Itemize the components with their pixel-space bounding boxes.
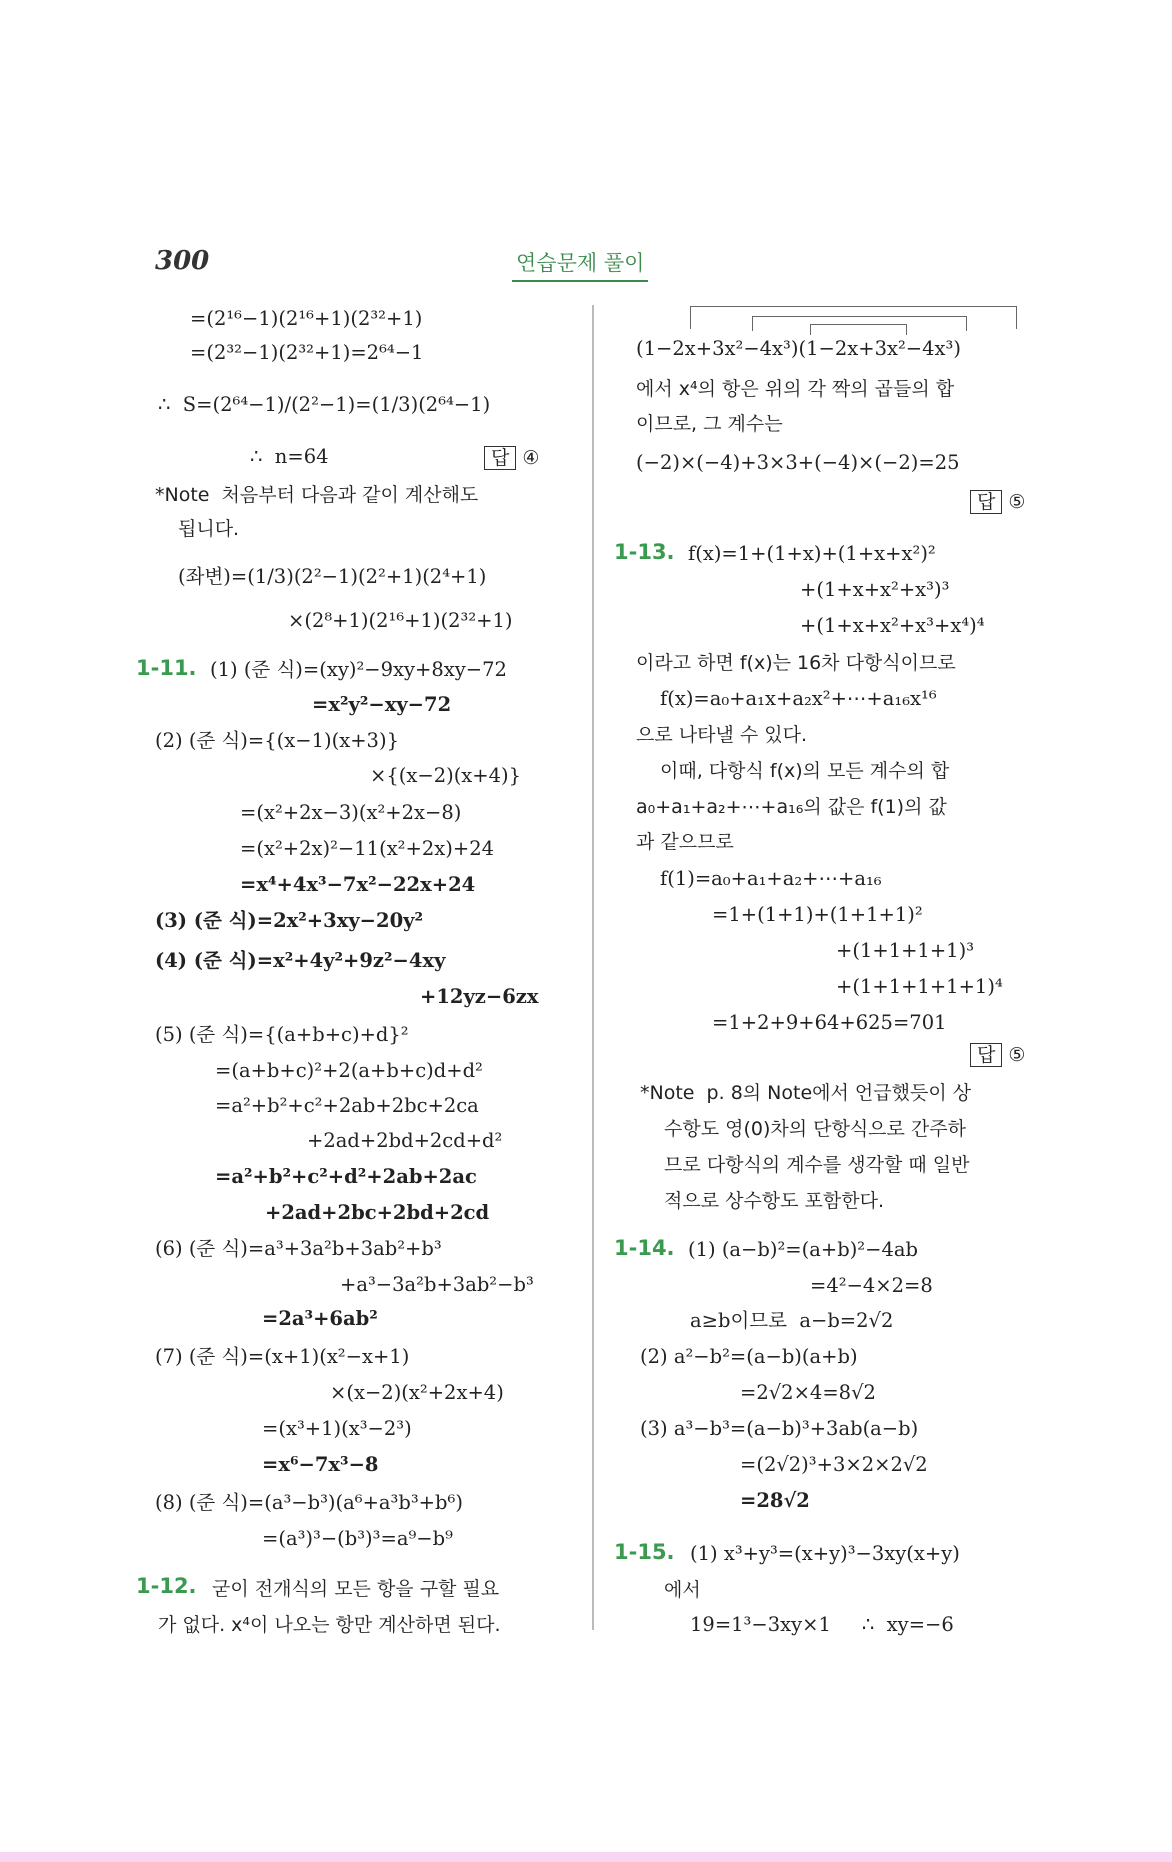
answer-value: ⑤ — [1008, 491, 1026, 513]
problem-number: 1-15. — [614, 1540, 675, 1564]
page-bottom-band — [0, 1852, 1172, 1862]
equation-line: =a²+b²+c²+d²+2ab+2ac — [215, 1165, 477, 1188]
equation-line: (3) (준 식)=2x²+3xy−20y² — [155, 909, 424, 932]
equation-line: (5) (준 식)={(a+b+c)+d}² — [155, 1023, 409, 1046]
equation-line: =(x²+2x−3)(x²+2x−8) — [240, 801, 462, 824]
equation-line: +12yz−6zx — [420, 985, 539, 1008]
equation-line: =(2√2)³+3×2×2√2 — [740, 1453, 928, 1476]
answer-marker — [484, 443, 539, 470]
equation-line: =1+2+9+64+625=701 — [712, 1011, 947, 1034]
note-text: 적으로 상수항도 포함한다. — [664, 1190, 885, 1212]
solution-text: 이라고 하면 f(x)는 16차 다항식이므로 — [636, 652, 956, 674]
equation-line: (2) a²−b²=(a−b)(a+b) — [640, 1345, 858, 1368]
equation-line: =x⁴+4x³−7x²−22x+24 — [240, 873, 476, 896]
equation-line: =(x²+2x)²−11(x²+2x)+24 — [240, 837, 495, 860]
equation-line: 19=1³−3xy×1 ∴ xy=−6 — [690, 1613, 954, 1636]
equation-line: ×(x−2)(x²+2x+4) — [330, 1381, 504, 1404]
page-number: 300 — [155, 246, 210, 276]
equation-line: =(2¹⁶−1)(2¹⁶+1)(2³²+1) — [190, 307, 423, 330]
solution-text: 이때, 다항식 f(x)의 모든 계수의 합 — [660, 760, 950, 782]
solution-text: 과 같으므로 — [636, 831, 734, 853]
solution-text: 으로 나타낼 수 있다. — [636, 724, 807, 746]
answer-value: ⑤ — [1008, 1044, 1026, 1066]
equation-line: ∴ n=64 — [250, 445, 329, 468]
note-text: 됩니다. — [178, 518, 240, 540]
equation-line: (1−2x+3x²−4x³)(1−2x+3x²−4x³) — [636, 337, 961, 360]
equation-line: (4) (준 식)=x²+4y²+9z²−4xy — [155, 949, 446, 972]
equation-line: ×{(x−2)(x+4)} — [370, 764, 522, 787]
answer-value: ④ — [522, 447, 540, 469]
solution-text: 이므로, 그 계수는 — [636, 413, 783, 435]
equation-line: +(1+1+1+1+1)⁴ — [836, 975, 1003, 998]
note-text: *Note p. 8의 Note에서 언급했듯이 상 — [640, 1082, 972, 1104]
equation-line: =4²−4×2=8 — [810, 1274, 933, 1297]
note-text: 므로 다항식의 계수를 생각할 때 일반 — [664, 1154, 970, 1176]
equation-line: (−2)×(−4)+3×3+(−4)×(−2)=25 — [636, 451, 960, 474]
equation-line: (7) (준 식)=(x+1)(x²−x+1) — [155, 1345, 410, 1368]
equation-line: (3) a³−b³=(a−b)³+3ab(a−b) — [640, 1417, 919, 1440]
equation-line: =(2³²−1)(2³²+1)=2⁶⁴−1 — [190, 341, 424, 364]
equation-line: f(x)=1+(1+x)+(1+x+x²)² — [688, 542, 936, 565]
equation-line: +(1+x+x²+x³)³ — [800, 578, 950, 601]
equation-line: ×(2⁸+1)(2¹⁶+1)(2³²+1) — [288, 609, 513, 632]
note-text: 수항도 영(0)차의 단항식으로 간주하 — [664, 1118, 966, 1140]
equation-line: =(x³+1)(x³−2³) — [262, 1417, 412, 1440]
solution-text: 에서 x⁴의 항은 위의 각 짝의 곱들의 합 — [636, 378, 955, 400]
problem-number: 1-13. — [614, 540, 675, 564]
answer-marker — [970, 1040, 1025, 1067]
equation-line: (1) (준 식)=(xy)²−9xy+8xy−72 — [210, 658, 507, 681]
solution-text: 가 없다. x⁴이 나오는 항만 계산하면 된다. — [158, 1614, 501, 1636]
equation-line: (1) (a−b)²=(a+b)²−4ab — [688, 1238, 918, 1261]
equation-line: +a³−3a²b+3ab²−b³ — [340, 1273, 534, 1296]
answer-box: 답 — [484, 446, 516, 470]
problem-number: 1-11. — [136, 656, 197, 680]
equation-line: +(1+x+x²+x³+x⁴)⁴ — [800, 614, 985, 637]
answer-box: 답 — [970, 1043, 1002, 1067]
problem-number: 1-12. — [136, 1574, 197, 1598]
running-title: 연습문제 풀이 — [512, 247, 648, 282]
equation-line: =1+(1+1)+(1+1+1)² — [712, 903, 923, 926]
solution-text: 굳이 전개식의 모든 항을 구할 필요 — [212, 1578, 500, 1600]
equation-line: (좌변)=(1/3)(2²−1)(2²+1)(2⁴+1) — [178, 565, 487, 588]
equation-line: +2ad+2bd+2cd+d² — [307, 1129, 503, 1152]
problem-number: 1-14. — [614, 1236, 675, 1260]
equation-line: =(a+b+c)²+2(a+b+c)d+d² — [215, 1059, 483, 1082]
equation-line: =2√2×4=8√2 — [740, 1381, 876, 1404]
equation-line: =28√2 — [740, 1489, 810, 1512]
equation-line: =(a³)³−(b³)³=a⁹−b⁹ — [262, 1527, 453, 1550]
pairing-bracket — [810, 324, 907, 335]
equation-line: =x⁶−7x³−8 — [262, 1453, 379, 1476]
equation-line: a≥b이므로 a−b=2√2 — [690, 1309, 894, 1332]
equation-line: f(x)=a₀+a₁x+a₂x²+⋯+a₁₆x¹⁶ — [660, 687, 937, 710]
equation-line: (6) (준 식)=a³+3a²b+3ab²+b³ — [155, 1237, 442, 1260]
answer-marker — [970, 487, 1025, 514]
answer-box: 답 — [970, 490, 1002, 514]
equation-line: (1) x³+y³=(x+y)³−3xy(x+y) — [690, 1542, 960, 1565]
equation-line: ∴ S=(2⁶⁴−1)/(2²−1)=(1/3)(2⁶⁴−1) — [158, 393, 491, 416]
equation-line: (8) (준 식)=(a³−b³)(a⁶+a³b³+b⁶) — [155, 1491, 463, 1514]
equation-line: =2a³+6ab² — [262, 1307, 378, 1330]
solution-text: 에서 — [664, 1579, 701, 1601]
equation-line: +2ad+2bc+2bd+2cd — [265, 1201, 490, 1224]
equation-line: f(1)=a₀+a₁+a₂+⋯+a₁₆ — [660, 867, 882, 890]
note-text: *Note 처음부터 다음과 같이 계산해도 — [155, 484, 479, 506]
equation-line: (2) (준 식)={(x−1)(x+3)} — [155, 729, 399, 752]
equation-line: +(1+1+1+1)³ — [836, 939, 975, 962]
equation-line: =a²+b²+c²+2ab+2bc+2ca — [215, 1094, 479, 1117]
equation-line: =x²y²−xy−72 — [312, 693, 452, 716]
solution-text: a₀+a₁+a₂+⋯+a₁₆의 값은 f(1)의 값 — [636, 796, 947, 818]
column-divider — [592, 305, 594, 1630]
